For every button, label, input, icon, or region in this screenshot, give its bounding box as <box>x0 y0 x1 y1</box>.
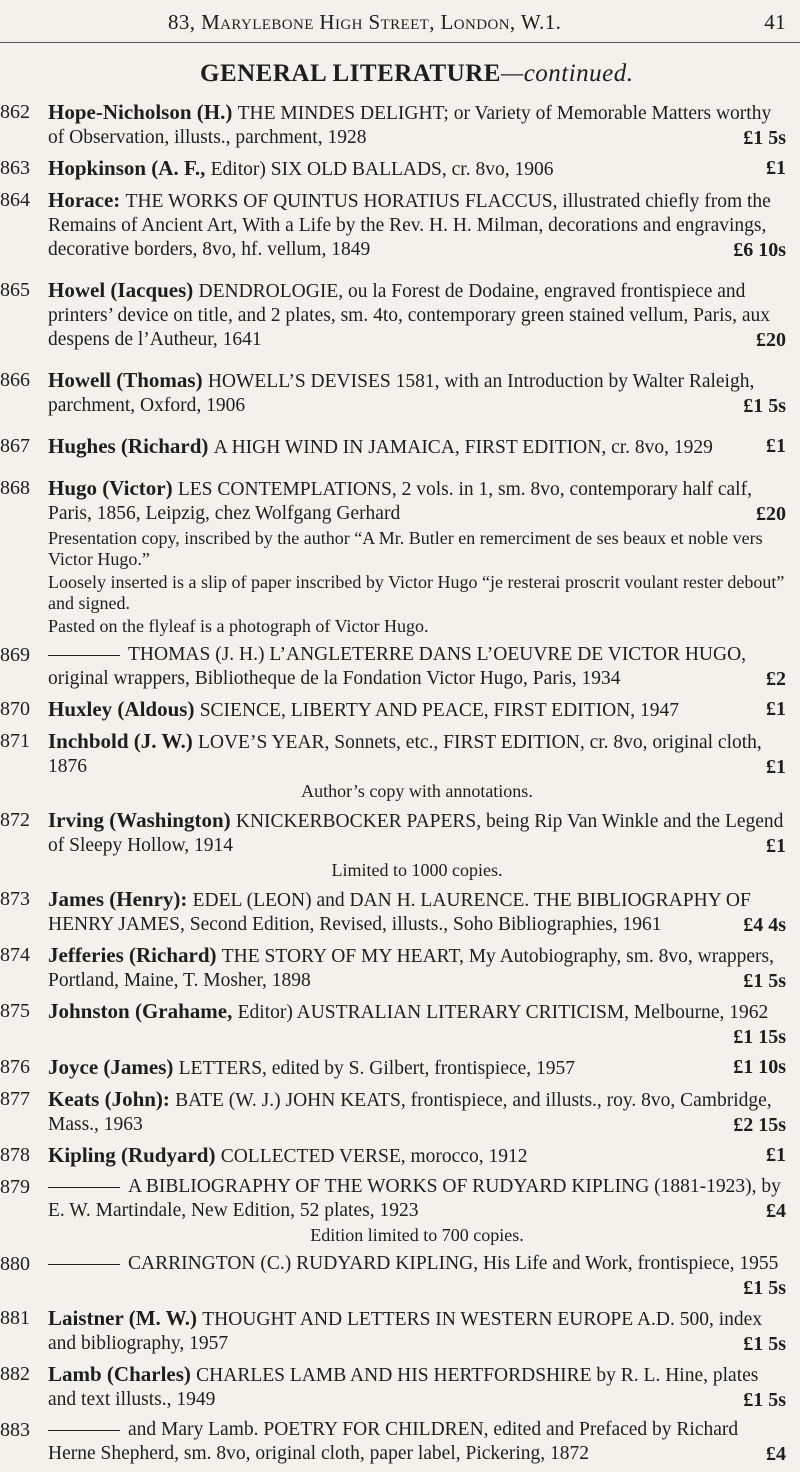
entry-description: THOMAS (J. H.) L’ANGLETERRE DANS L’OEUVRE DE VICTOR HUGO, original wrappers, Bibliotheque de la Fondation Victor Hugo, Paris, 1934 <box>48 644 747 689</box>
catalogue-entry <box>0 156 800 182</box>
running-title: 83, Marylebone High Street, London, W.1. <box>168 10 562 34</box>
entry-number: 869 <box>0 644 30 666</box>
catalogue-entry <box>0 1143 800 1169</box>
catalogue-entry <box>0 434 800 460</box>
entry-author: James (Henry): <box>48 887 193 911</box>
ditto-dash <box>48 655 120 656</box>
entry-description: COLLECTED VERSE, morocco, 1912 <box>220 1146 528 1167</box>
entry-author: Hugo (Victor) <box>48 476 178 500</box>
entry-author: Huxley (Aldous) <box>48 697 200 721</box>
entry-price: £1 <box>766 157 786 179</box>
entry-number: 862 <box>0 101 30 123</box>
entry-author: Lamb (Charles) <box>48 1362 197 1386</box>
entry-number: 878 <box>0 1144 30 1166</box>
entry-author: Keats (John): <box>48 1087 176 1111</box>
entry-number: 865 <box>0 279 30 301</box>
entry-author: Kipling (Rudyard) <box>48 1143 221 1167</box>
entry-description: SCIENCE, LIBERTY AND PEACE, FIRST EDITION, 1947 <box>199 700 679 721</box>
entry-price: £1 5s <box>743 1277 786 1299</box>
ditto-dash <box>48 1264 120 1265</box>
entry-price: £1 <box>766 435 786 457</box>
entry-number: 863 <box>0 157 30 179</box>
entry-price: £1 5s <box>743 1333 786 1355</box>
entry-author: Laistner (M. W.) <box>48 1306 203 1330</box>
section-title: GENERAL LITERATURE <box>200 60 501 87</box>
entry-number: 877 <box>0 1088 30 1110</box>
entry-number: 870 <box>0 698 30 720</box>
entry-author: Joyce (James) <box>48 1055 179 1079</box>
header-rule <box>0 42 800 43</box>
entry-description: CARRINGTON (C.) RUDYARD KIPLING, His Life and Work, frontispiece, 1955 <box>128 1253 779 1274</box>
entry-number: 874 <box>0 944 30 966</box>
entry-description: DENDROLOGIE, ou la Forest de Dodaine, engraved frontispiece and printers’ device on title, and 2 plates, sm. 4to, contemporary green stained vellum, Paris, aux despens de l’Autheur, 1641 <box>48 281 771 350</box>
section-suffix: —continued. <box>500 60 634 87</box>
entry-description: EDEL (LEON) and DAN H. LAURENCE. THE BIBLIOGRAPHY OF HENRY JAMES, Second Edition, Revised, illusts., Soho Bibliographies, 1961 <box>48 890 751 935</box>
entry-number: 875 <box>0 1000 30 1022</box>
entry-price: £20 <box>756 329 786 351</box>
entry-price: £20 <box>756 503 786 525</box>
entry-description: THE MINDES DELIGHT; or Variety of Memorable Matters worthy of Observation, illusts., parchment, 1928 <box>48 103 772 148</box>
catalogue-entry <box>0 1175 800 1246</box>
entry-author: Howel (Iacques) <box>48 278 199 302</box>
entry-description: LETTERS, edited by S. Gilbert, frontispiece, 1957 <box>178 1058 576 1079</box>
entry-author: Hughes (Richard) <box>48 434 214 458</box>
entry-number: 883 <box>0 1419 30 1441</box>
entry-price: £4 4s <box>743 914 786 936</box>
catalogue-entry <box>0 808 800 881</box>
catalogue-entry <box>0 1087 800 1137</box>
entry-author: Jefferies (Richard) <box>48 943 222 967</box>
catalogue-entry <box>0 100 800 150</box>
entry-price: £1 <box>766 756 786 778</box>
entry-note: Pasted on the flyleaf is a photograph of Victor Hugo. <box>48 616 429 636</box>
entry-description: A HIGH WIND IN JAMAICA, FIRST EDITION, cr. 8vo, 1929 <box>213 437 713 458</box>
entry-number: 882 <box>0 1363 30 1385</box>
section-heading <box>200 60 634 88</box>
page-number: 41 <box>764 10 786 34</box>
catalogue-entry <box>0 943 800 993</box>
entry-description: BATE (W. J.) JOHN KEATS, frontispiece, and illusts., roy. 8vo, Cambridge, Mass., 1963 <box>48 1090 772 1135</box>
entry-price: £1 15s <box>733 1026 786 1048</box>
entry-price: £1 10s <box>733 1056 786 1078</box>
catalogue-entry <box>0 697 800 723</box>
catalogue-entry <box>0 278 800 352</box>
catalogue-entry <box>0 887 800 937</box>
entry-description: Editor) SIX OLD BALLADS, cr. 8vo, 1906 <box>210 159 554 180</box>
entry-number: 873 <box>0 888 30 910</box>
catalogue-entry <box>0 188 800 262</box>
entry-author: Johnston (Grahame, <box>48 999 238 1023</box>
entry-number: 881 <box>0 1307 30 1329</box>
ditto-dash <box>48 1430 120 1431</box>
catalogue-entry <box>0 729 800 802</box>
entry-number: 864 <box>0 189 30 211</box>
entry-description: LOVE’S YEAR, Sonnets, etc., FIRST EDITION, cr. 8vo, original cloth, 1876 <box>48 732 762 777</box>
running-head <box>0 2 800 42</box>
entry-description: THE STORY OF MY HEART, My Autobiography, sm. 8vo, wrappers, Portland, Maine, T. Mosher, 1898 <box>48 946 774 991</box>
entry-description: LES CONTEMPLATIONS, 2 vols. in 1, sm. 8vo, contemporary half calf, Paris, 1856, Leipzig, chez Wolfgang Gerhard <box>48 479 752 524</box>
entry-author: Irving (Washington) <box>48 808 236 832</box>
catalogue-entry <box>0 643 800 691</box>
entry-number: 871 <box>0 730 30 752</box>
entry-price: £1 5s <box>743 1389 786 1411</box>
catalogue-entry <box>0 1055 800 1081</box>
entry-price: £6 10s <box>733 239 786 261</box>
entry-number: 867 <box>0 435 30 457</box>
entry-note: Loosely inserted is a slip of paper inscribed by Victor Hugo “je resterai proscrit voulant rester debout” and signed. <box>48 572 785 613</box>
entry-price: £1 <box>766 698 786 720</box>
entry-number: 876 <box>0 1056 30 1078</box>
entry-author: Hopkinson (A. F., <box>48 156 211 180</box>
entry-description: HOWELL’S DEVISES 1581, with an Introduction by Walter Raleigh, parchment, Oxford, 1906 <box>48 371 755 416</box>
entry-number: 866 <box>0 369 30 391</box>
entry-price: £1 5s <box>743 395 786 417</box>
entry-list <box>0 100 800 1472</box>
entry-note: Limited to 1000 copies. <box>331 860 503 880</box>
entry-price: £4 <box>766 1200 786 1222</box>
entry-price: £4 <box>766 1443 786 1465</box>
entry-price: £1 <box>766 1144 786 1166</box>
entry-description: THE WORKS OF QUINTUS HORATIUS FLACCUS, illustrated chiefly from the Remains of Ancient Art, With a Life by the Rev. H. H. Milman, decorations and engravings, decorative borders, 8vo, hf. vellum, 1849 <box>48 191 771 260</box>
entry-note: Edition limited to 700 copies. <box>310 1225 524 1245</box>
catalogue-entry <box>0 1362 800 1412</box>
entry-note: Presentation copy, inscribed by the author “A Mr. Butler en remerciment de ses beaux et noble vers Victor Hugo.” <box>48 528 763 569</box>
entry-number: 880 <box>0 1253 30 1275</box>
entry-description: KNICKERBOCKER PAPERS, being Rip Van Winkle and the Legend of Sleepy Hollow, 1914 <box>48 811 784 856</box>
catalogue-entry <box>0 1418 800 1466</box>
entry-description: THOUGHT AND LETTERS IN WESTERN EUROPE A.D. 500, index and bibliography, 1957 <box>48 1309 763 1354</box>
entry-author: Inchbold (J. W.) <box>48 729 198 753</box>
entry-number: 872 <box>0 809 30 831</box>
entry-number: 868 <box>0 477 30 499</box>
entry-author: Howell (Thomas) <box>48 368 208 392</box>
catalogue-entry <box>0 1306 800 1356</box>
entry-price: £1 5s <box>743 970 786 992</box>
entry-author: Hope-Nicholson (H.) <box>48 100 238 124</box>
entry-author: Horace: <box>48 188 126 212</box>
catalogue-entry <box>0 368 800 418</box>
entry-description: and Mary Lamb. POETRY FOR CHILDREN, edited and Prefaced by Richard Herne Shepherd, sm. 8vo, original cloth, paper label, Pickering, 1872 <box>48 1419 739 1464</box>
entry-price: £1 5s <box>743 127 786 149</box>
entry-description: Editor) AUSTRALIAN LITERARY CRITICISM, Melbourne, 1962 <box>237 1002 769 1023</box>
catalogue-entry <box>0 999 800 1049</box>
entry-note: Author’s copy with annotations. <box>301 781 533 801</box>
entry-description: CHARLES LAMB AND HIS HERTFORDSHIRE by R. L. Hine, plates and text illusts., 1949 <box>48 1365 759 1410</box>
catalogue-entry <box>0 476 800 637</box>
entry-price: £2 <box>766 668 786 690</box>
entry-price: £1 <box>766 835 786 857</box>
entry-description: A BIBLIOGRAPHY OF THE WORKS OF RUDYARD KIPLING (1881-1923), by E. W. Martindale, New Edition, 52 plates, 1923 <box>48 1176 781 1221</box>
catalogue-entry <box>0 1252 800 1300</box>
entry-price: £2 15s <box>733 1114 786 1136</box>
ditto-dash <box>48 1187 120 1188</box>
entry-number: 879 <box>0 1176 30 1198</box>
